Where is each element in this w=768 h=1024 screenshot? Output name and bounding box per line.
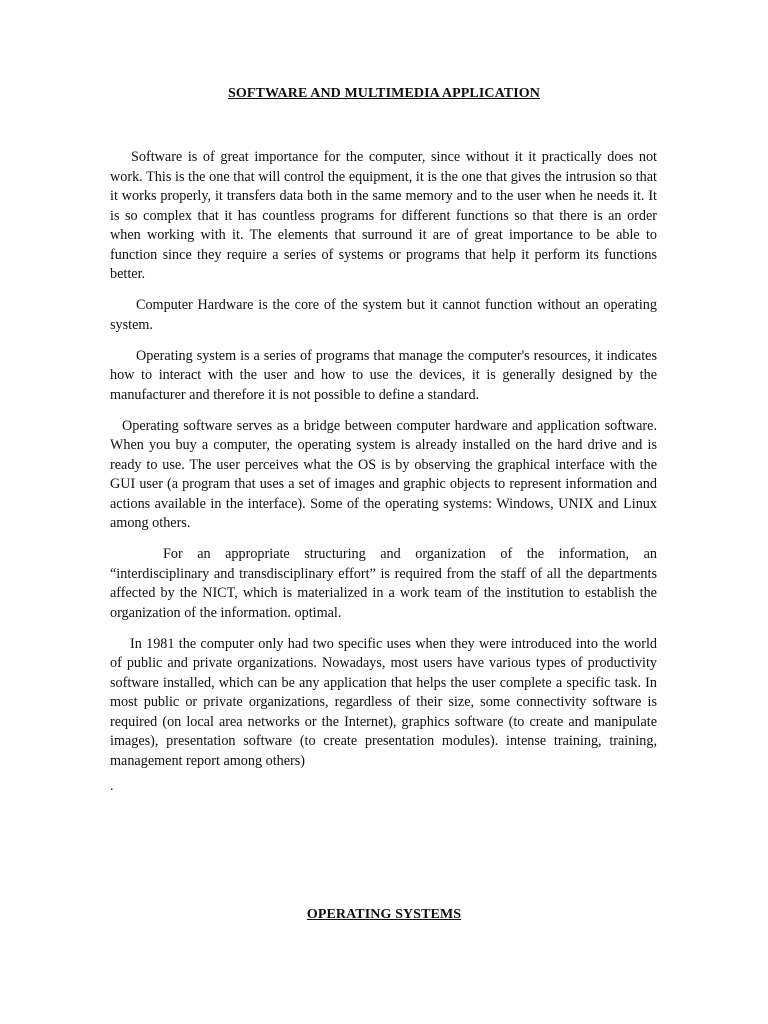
paragraph-operating-system-definition: Operating system is a series of programs that manage the computer's resources, it indicates how to interact with the user and how to use the devices, it is generally designed by the manufacturer and therefore it is not possible to define a standard. <box>110 347 657 403</box>
document-body <box>110 148 657 783</box>
page-title: SOFTWARE AND MULTIMEDIA APPLICATION <box>228 86 540 101</box>
paragraph-software-importance: Software is of great importance for the computer, since without it it practically does not work. This is the one that will control the equipment, it is the one that gives the intrusion so that it works properly, it transfers data both in the same memory and to the user when he needs it. It is so complex that it has countless programs for different functions so that there is an order when working with it. The elements that surround it are of great importance to be able to function since they require a series of systems or programs that help it perform its functions better. <box>110 149 657 282</box>
paragraph-computer-hardware: Computer Hardware is the core of the system but it cannot function without an operating system. <box>110 297 657 333</box>
section-heading-operating-systems: OPERATING SYSTEMS <box>306 907 462 922</box>
paragraph-1981-computer-uses: In 1981 the computer only had two specific uses when they were introduced into the world of public and private organizations. Nowadays, most users have various types of productivity software installed, which can be any application that helps the user complete a specific task. In most public or private organizations, regardless of their size, some connectivity software is required (on local area networks or the Internet), graphics software (to create and manipulate images), presentation software (to create presentation modules). intense training, training, management report among others) <box>110 635 657 769</box>
paragraph-information-structuring: For an appropriate structuring and organization of the information, an “interdisciplinary and transdisciplinary effort” is required from the staff of all the departments affected by the NICT, which is materialized in a work team of the institution to establish the organization of the information. optimal. <box>110 546 657 621</box>
stray-period: . <box>110 779 114 794</box>
paragraph-operating-software-bridge: Operating software serves as a bridge between computer hardware and application software. When you buy a computer, the operating system is already installed on the hard drive and is ready to use. The user perceives what the OS is by observing the graphical interface with the GUI user (a program that uses a set of images and graphic objects to represent information and actions available in the interface). Some of the operating systems: Windows, UNIX and Linux among others. <box>110 417 657 531</box>
